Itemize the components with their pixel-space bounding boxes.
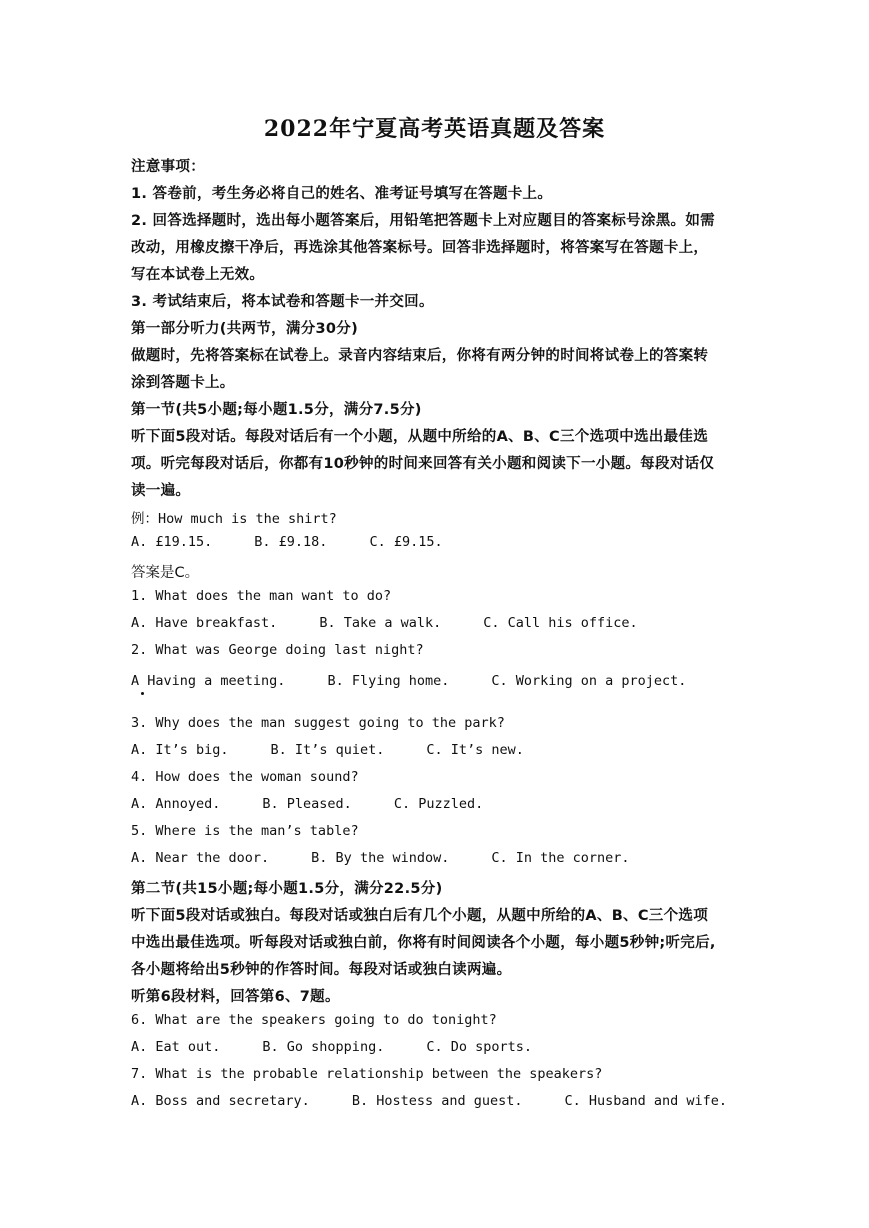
part1-intro-line: 做题时，先将答案标在试卷上。录音内容结束后，你将有两分钟的时间将试卷上的答案转: [131, 348, 709, 364]
option: A. Boss and secretary.: [131, 1093, 310, 1109]
option: A. Annoyed.: [131, 796, 221, 812]
material-instruction: 听第6段材料，回答第6、7题。: [131, 989, 340, 1005]
option: B. Go shopping.: [262, 1039, 385, 1055]
note-line: 写在本试卷上无效。: [131, 267, 265, 283]
example-answer: 答案是C。: [131, 565, 200, 581]
note-line: 1. 答卷前，考生务必将自己的姓名、准考证号填写在答题卡上。: [131, 186, 553, 202]
part1-intro-line: 涂到答题卡上。: [131, 375, 235, 391]
question: 7. What is the probable relationship between the speakers?: [131, 1066, 603, 1082]
question-options: [131, 1093, 727, 1109]
option: B. Take a walk.: [319, 615, 442, 631]
section1-heading: 第一节(共5小题;每小题1.5分，满分7.5分): [131, 402, 422, 418]
option: A. Have breakfast.: [131, 615, 278, 631]
section2-intro-line: 听下面5段对话或独白。每段对话或独白后有几个小题，从题中所给的A、B、C三个选项: [131, 908, 709, 924]
section1-intro-line: 听下面5段对话。每段对话后有一个小题，从题中所给的A、B、C三个选项中选出最佳选: [131, 429, 709, 445]
section2-intro-line: 各小题将给出5秒钟的作答时间。每段对话或独白读两遍。: [131, 962, 512, 978]
example-question: 例：How much is the shirt?: [131, 511, 337, 527]
option: A. Eat out.: [131, 1039, 221, 1055]
option: B. Flying home.: [327, 673, 450, 689]
option: A. £19.15.: [131, 534, 213, 550]
option: C. Call his office.: [483, 615, 638, 631]
question-options: [131, 1039, 532, 1055]
option: B. By the window.: [311, 850, 450, 866]
question-options: [131, 615, 638, 631]
option: C. Husband and wife.: [564, 1093, 728, 1109]
question: 1. What does the man want to do?: [131, 588, 392, 604]
question-options: [131, 673, 686, 689]
page-title: 2022年宁夏高考英语真题及答案: [263, 116, 606, 142]
note-line: 2. 回答选择题时，选出每小题答案后，用铅笔把答题卡上对应题目的答案标号涂黑。如需: [131, 213, 715, 229]
section1-intro-line: 项。听完每段对话后，你都有10秒钟的时间来回答有关小题和阅读下一小题。每段对话仅: [131, 456, 715, 472]
option: C. It’s new.: [426, 742, 524, 758]
option: C. Do sports.: [426, 1039, 532, 1055]
option: C. In the corner.: [491, 850, 630, 866]
note-line: 改动，用橡皮擦干净后，再选涂其他答案标号。回答非选择题时，将答案写在答题卡上，: [131, 240, 709, 256]
notes-heading: 注意事项：: [131, 159, 205, 175]
option: B. Pleased.: [262, 796, 352, 812]
question: 6. What are the speakers going to do tonight?: [131, 1012, 497, 1028]
section2-heading: 第二节(共15小题;每小题1.5分，满分22.5分): [131, 881, 443, 897]
part1-heading: 第一部分听力(共两节，满分30分): [131, 321, 359, 337]
section2-intro-line: 中选出最佳选项。听每段对话或独白前，你将有时间阅读各个小题，每小题5秒钟;听完后,: [131, 935, 716, 951]
option: C. £9.15.: [369, 534, 443, 550]
option: C. Working on a project.: [491, 673, 687, 689]
option: B. Hostess and guest.: [351, 1093, 523, 1109]
option: A Having a meeting.: [131, 673, 286, 689]
question: 5. Where is the man’s table?: [131, 823, 359, 839]
section1-intro-line: 读一遍。: [131, 483, 191, 499]
option: A. It’s big.: [131, 742, 229, 758]
option: B. £9.18.: [254, 534, 328, 550]
question-options: [131, 742, 524, 758]
question-options: [131, 796, 483, 812]
question: 2. What was George doing last night?: [131, 642, 424, 658]
option: C. Puzzled.: [393, 796, 484, 812]
note-line: 3. 考试结束后，将本试卷和答题卡一并交回。: [131, 294, 434, 310]
question: 4. How does the woman sound?: [131, 769, 359, 785]
question-options: [131, 850, 630, 866]
example-options: [131, 534, 443, 550]
question: 3. Why does the man suggest going to the park?: [131, 715, 505, 731]
option: B. It’s quiet.: [270, 742, 385, 758]
stray-dot: [141, 692, 144, 695]
option: A. Near the door.: [131, 850, 270, 866]
